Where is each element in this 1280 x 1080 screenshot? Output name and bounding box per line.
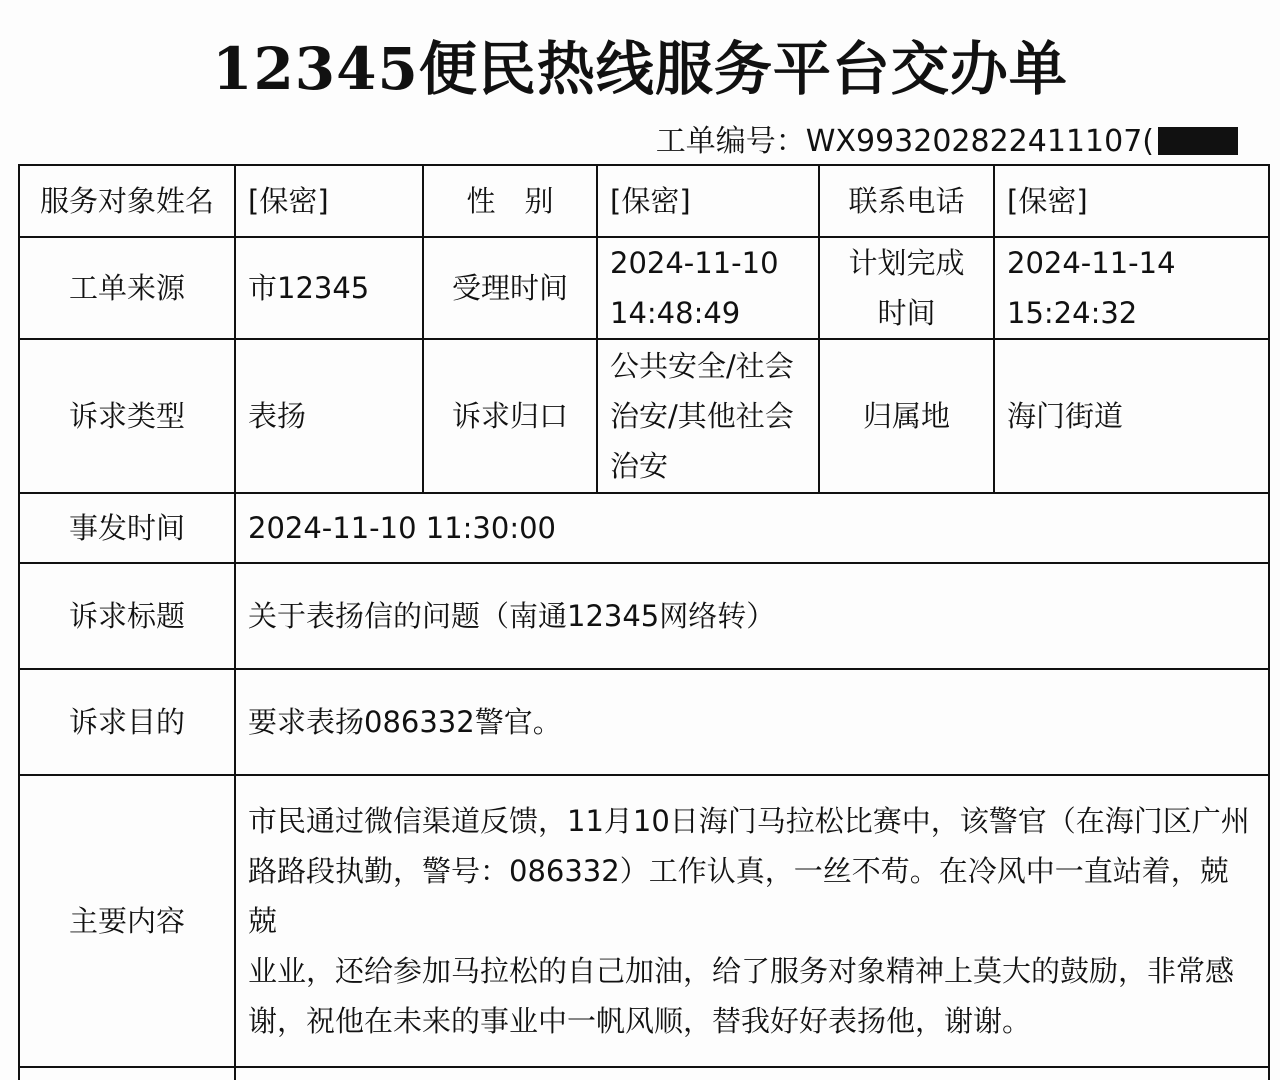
plan-time-label — [819, 237, 994, 339]
phone-label: 联系电话 — [819, 165, 994, 237]
accept-time-date: 2024-11-10 — [610, 246, 779, 280]
table-row — [19, 563, 1269, 669]
empty-cell — [235, 1067, 1269, 1080]
plan-time-date: 2024-11-14 — [1007, 246, 1176, 280]
table-row — [19, 493, 1269, 563]
category-line: 治安/其他社会 — [610, 399, 794, 433]
name-value: [保密] — [235, 165, 423, 237]
subject-label: 诉求标题 — [19, 563, 235, 669]
table-row — [19, 237, 1269, 339]
content-value — [235, 775, 1269, 1067]
type-label: 诉求类型 — [19, 339, 235, 493]
gender-value: [保密] — [597, 165, 819, 237]
plan-time-label-line2: 时间 — [877, 296, 936, 330]
category-line: 公共安全/社会 — [610, 349, 794, 383]
plan-time-clock: 15:24:32 — [1007, 296, 1138, 330]
table-row — [19, 165, 1269, 237]
category-line: 治安 — [610, 449, 669, 483]
phone-value: [保密] — [994, 165, 1269, 237]
content-label: 主要内容 — [19, 775, 235, 1067]
category-label: 诉求归口 — [423, 339, 597, 493]
table-row — [19, 339, 1269, 493]
purpose-value: 要求表扬086332警官。 — [235, 669, 1269, 775]
table-row — [19, 1067, 1269, 1080]
order-number — [656, 116, 1238, 160]
work-order-table — [18, 164, 1270, 1080]
content-line: 业业，还给参加马拉松的自己加油，给了服务对象精神上莫大的鼓励，非常感 — [248, 954, 1235, 988]
content-line: 路路段执勤，警号：086332）工作认真，一丝不苟。在冷风中一直站着，兢兢 — [248, 854, 1229, 938]
source-value: 市12345 — [235, 237, 423, 339]
name-label: 服务对象姓名 — [19, 165, 235, 237]
plan-time-label-line1: 计划完成 — [848, 246, 965, 280]
type-value: 表扬 — [235, 339, 423, 493]
accept-time-clock: 14:48:49 — [610, 296, 741, 330]
source-label: 工单来源 — [19, 237, 235, 339]
table-row — [19, 775, 1269, 1067]
purpose-label: 诉求目的 — [19, 669, 235, 775]
category-value — [597, 339, 819, 493]
incident-time-value: 2024-11-10 11:30:00 — [235, 493, 1269, 563]
plan-time-value — [994, 237, 1269, 339]
accept-time-label: 受理时间 — [423, 237, 597, 339]
order-number-value: WX993202822411107( — [805, 124, 1154, 159]
subject-value: 关于表扬信的问题（南通12345网络转） — [235, 563, 1269, 669]
content-line: 谢，祝他在未来的事业中一帆风顺，替我好好表扬他，谢谢。 — [248, 1004, 1032, 1038]
order-number-label: 工单编号： — [655, 124, 806, 159]
empty-cell — [19, 1067, 235, 1080]
region-label: 归属地 — [819, 339, 994, 493]
region-value: 海门街道 — [994, 339, 1269, 493]
table-row — [19, 669, 1269, 775]
content-line: 市民通过微信渠道反馈，11月10日海门马拉松比赛中，该警官（在海门区广州 — [248, 804, 1250, 838]
redaction-block — [1158, 127, 1238, 155]
accept-time-value — [597, 237, 819, 339]
document-title: 12345便民热线服务平台交办单 — [212, 35, 1068, 103]
incident-time-label: 事发时间 — [19, 493, 235, 563]
gender-label: 性 别 — [423, 165, 597, 237]
